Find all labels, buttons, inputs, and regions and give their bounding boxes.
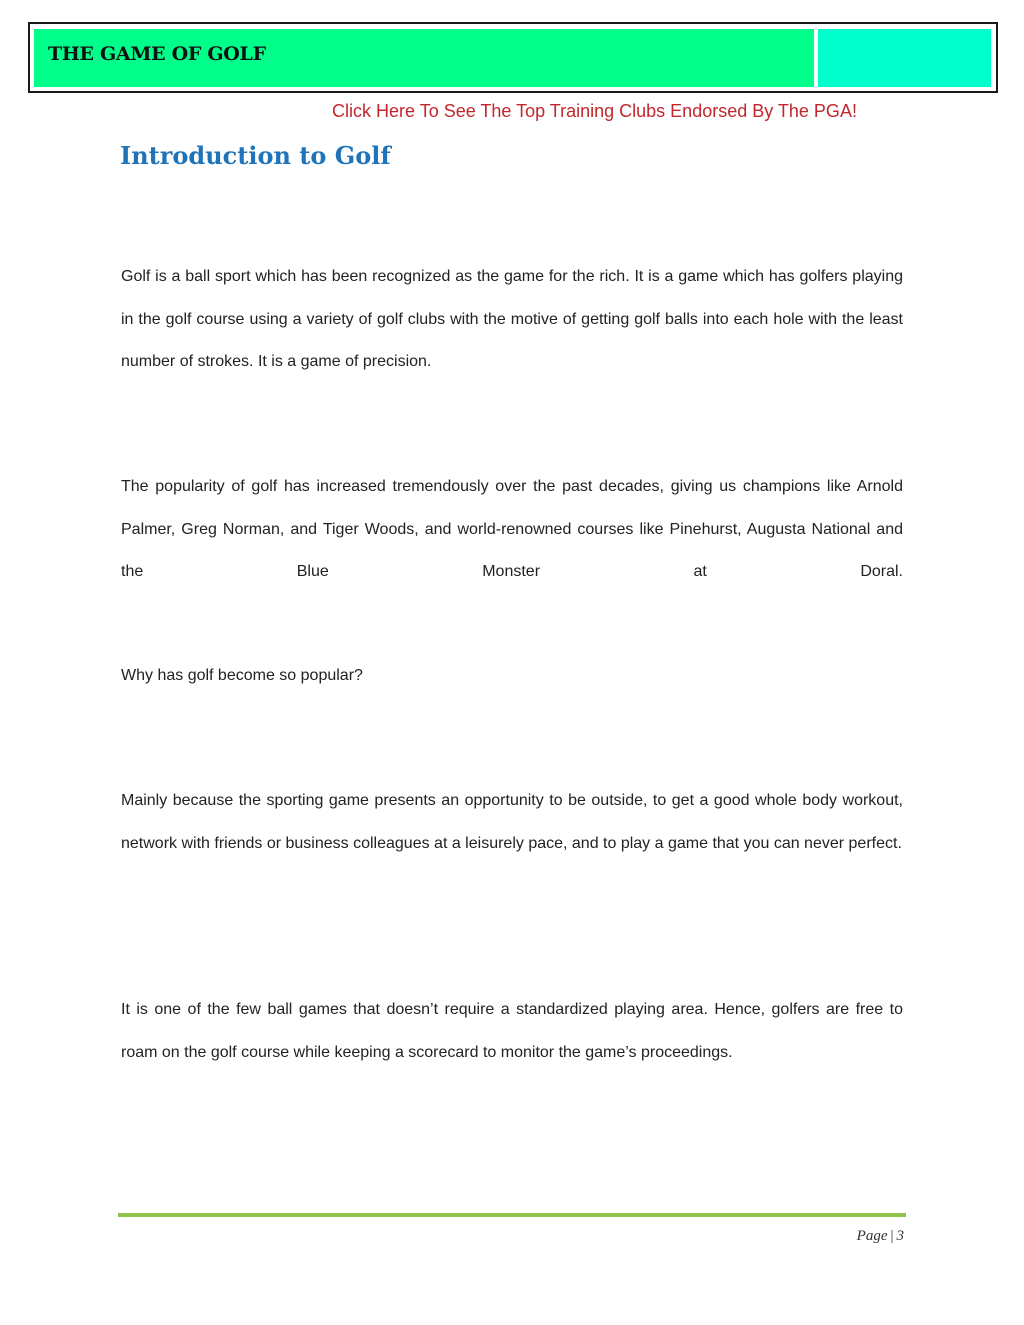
paragraph-popularity: The popularity of golf has increased tremendously over the past decades, giving us champions like Arnold Palmer, Greg Norman, and Tiger Woods, and world-renowned courses like Pinehurst, Augusta National and the Blue Monster at Doral. xyxy=(121,478,903,580)
page-label: Page xyxy=(856,1228,888,1244)
page-title: Introduction to Golf xyxy=(120,141,391,170)
paragraph-question: Why has golf become so popular? xyxy=(121,667,363,684)
header-banner xyxy=(28,22,998,93)
promo-link[interactable]: Click Here To See The Top Training Clubs Endorsed By The PGA! xyxy=(332,101,857,121)
paragraph-reasons: Mainly because the sporting game presents an opportunity to be outside, to get a good whole body workout, network with friends or business colleagues at a leisurely pace, and to play a game that you can never perfect. xyxy=(121,792,903,852)
page-separator: | xyxy=(890,1228,894,1244)
header-title: THE GAME OF GOLF xyxy=(48,43,266,65)
header-title-panel xyxy=(34,29,815,87)
paragraph-intro: Golf is a ball sport which has been recognized as the game for the rich. It is a game which has golfers playing in the golf course using a variety of golf clubs with the motive of getting golf balls into each hole with the least number of strokes. It is a game of precision. xyxy=(121,268,903,370)
header-side-panel xyxy=(818,29,991,87)
page-number-value: 3 xyxy=(896,1228,904,1244)
paragraph-playing-area: It is one of the few ball games that doesn’t require a standardized playing area. Hence, golfers are free to roam on the golf course while keeping a scorecard to monitor the game’s proceedings. xyxy=(121,1001,903,1061)
page-number xyxy=(857,1228,904,1245)
footer-divider xyxy=(118,1213,906,1217)
